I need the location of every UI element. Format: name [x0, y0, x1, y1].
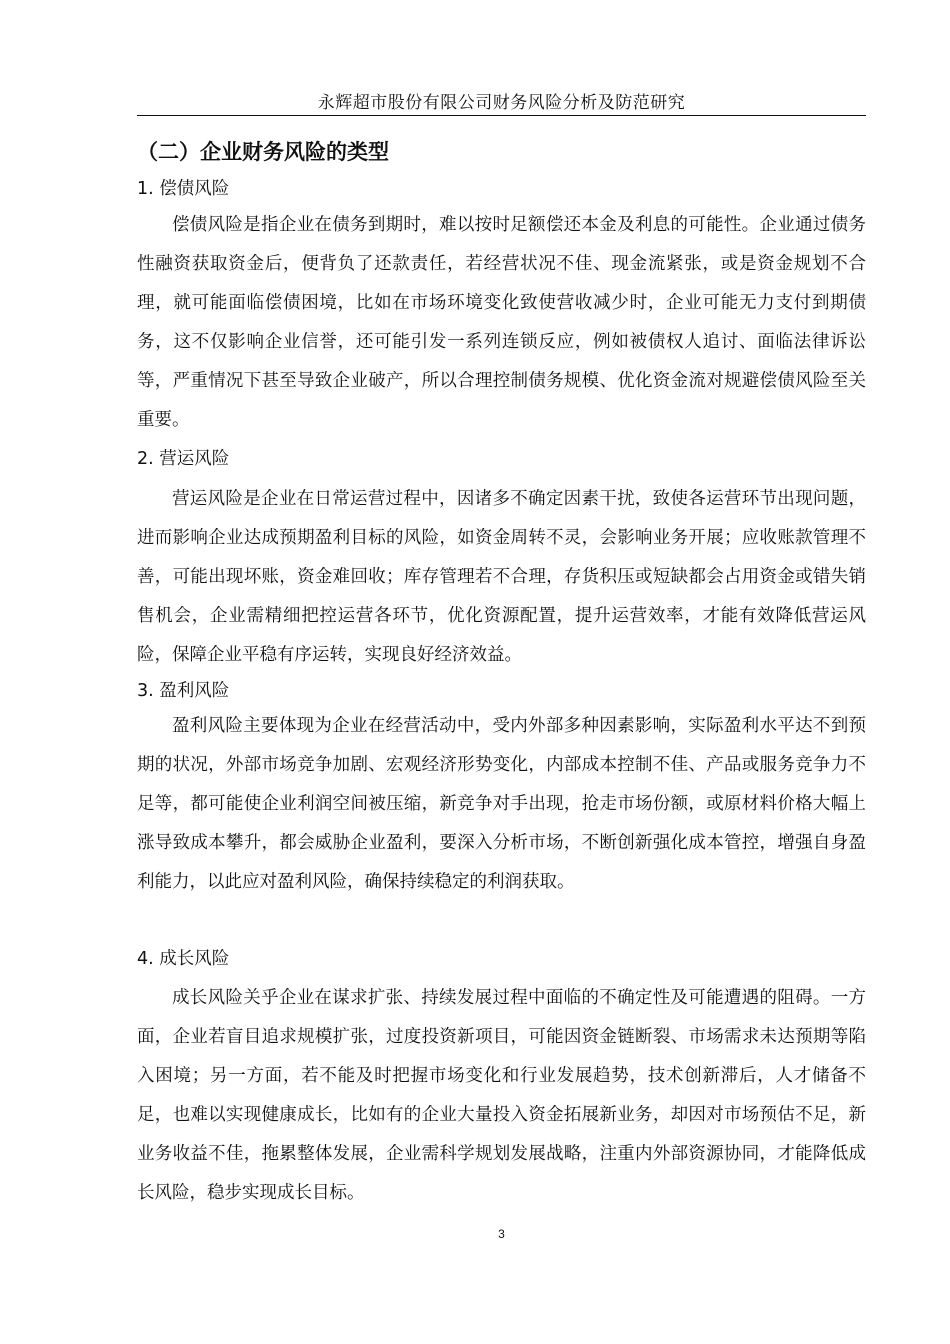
- paragraph-profitability: 盈利风险主要体现为企业在经营活动中，受内外部多种因素影响，实际盈利水平达不到预期的状况，外部市场竞争加剧、宏观经济形势变化，内部成本控制不佳、产品或服务竞争力不足等，都可能使企业利润空间被压缩，新竞争对手出现，抢走市场份额，或原材料价格大幅上涨导致成本攀升，都会威胁企业盈利，要深入分析市场，不断创新强化成本管控，增强自身盈利能力，以此应对盈利风险，确保持续稳定的利润获取。: [137, 716, 866, 892]
- page-number: 3: [498, 1227, 505, 1241]
- subsection-heading-solvency: 1. 偿债风险: [137, 179, 230, 199]
- header-rule: [137, 115, 866, 116]
- subsection-heading-profitability: 3. 盈利风险: [137, 681, 230, 701]
- paragraph-growth: 成长风险关乎企业在谋求扩张、持续发展过程中面临的不确定性及可能遭遇的阻碍。一方面，企业若盲目追求规模扩张，过度投资新项目，可能因资金链断裂、市场需求未达预期等陷入困境；另一方面，若不能及时把握市场变化和行业发展趋势，技术创新滞后，人才储备不足，也难以实现健康成长，比如有的企业大量投入资金拓展新业务，却因对市场预估不足，新业务收益不佳，拖累整体发展，企业需科学规划发展战略，注重内外部资源协同，才能降低成长风险，稳步实现成长目标。: [137, 988, 866, 1203]
- paragraph-operating: 营运风险是企业在日常运营过程中，因诸多不确定因素干扰，致使各运营环节出现问题，进而影响企业达成预期盈利目标的风险，如资金周转不灵，会影响业务开展；应收账款管理不善，可能出现坏账，资金难回收；库存管理若不合理，存货积压或短缺都会占用资金或错失销售机会，企业需精细把控运营各环节，优化资源配置，提升运营效率，才能有效降低营运风险，保障企业平稳有序运转，实现良好经济效益。: [137, 489, 866, 665]
- paragraph-solvency: 偿债风险是指企业在债务到期时，难以按时足额偿还本金及利息的可能性。企业通过债务性融资获取资金后，便背负了还款责任，若经营状况不佳、现金流紧张，或是资金规划不合理，就可能面临偿债困境，比如在市场环境变化致使营收减少时，企业可能无力支付到期债务，这不仅影响企业信誉，还可能引发一系列连锁反应，例如被债权人追讨、面临法律诉讼等，严重情况下甚至导致企业破产，所以合理控制债务规模、优化资金流对规避偿债风险至关重要。: [137, 215, 866, 430]
- subsection-heading-growth: 4. 成长风险: [137, 949, 230, 969]
- subsection-heading-operating: 2. 营运风险: [137, 449, 230, 469]
- section-title: （二）企业财务风险的类型: [137, 140, 389, 164]
- running-header: 永辉超市股份有限公司财务风险分析及防范研究: [317, 93, 686, 113]
